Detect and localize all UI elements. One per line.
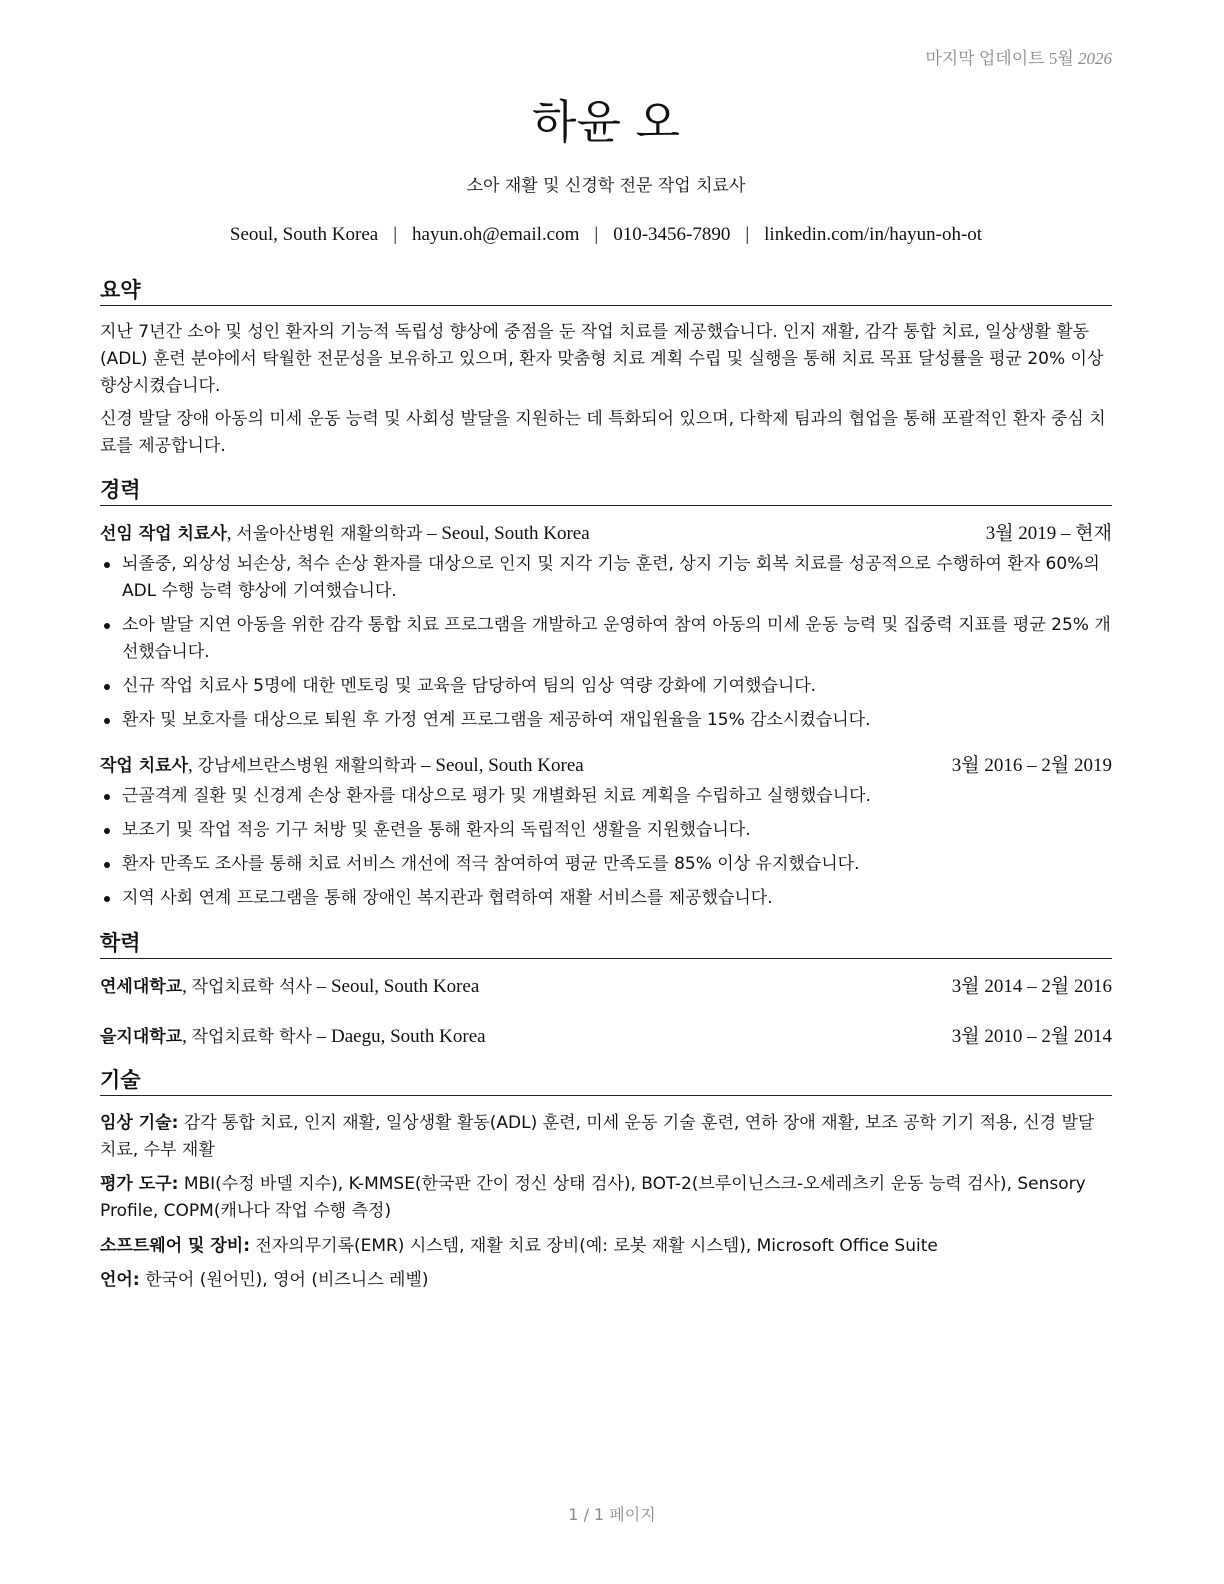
job-bullet: 신규 작업 치료사 5명에 대한 멘토링 및 교육을 담당하여 팀의 임상 역량 강화에 기여했습니다. <box>100 673 1112 700</box>
skill-row <box>100 1110 1112 1164</box>
contact-location: Seoul, South Korea <box>229 224 379 245</box>
education-dates: 3월 2014 – 2월 2016 <box>951 976 1112 997</box>
last-updated-month: 5월 <box>1048 49 1074 68</box>
job-org: 서울아산병원 재활의학과 <box>236 524 423 544</box>
job-bullet: 환자 및 보호자를 대상으로 퇴원 후 가정 연계 프로그램을 제공하여 재입원율을 15% 감소시켰습니다. <box>100 707 1112 734</box>
skill-label: 언어: <box>100 1270 140 1290</box>
job-dates: 3월 2019 – 현재 <box>985 523 1112 544</box>
education-entry: 을지대학교, 작업치료학 학사 – Daegu, South Korea 3월 2010 – 2월 2014 <box>100 1024 1112 1050</box>
job-role: 선임 작업 치료사 <box>100 524 227 544</box>
job-bullet: 소아 발달 지연 아동을 위한 감각 통합 치료 프로그램을 개발하고 운영하여 참여 아동의 미세 운동 능력 및 집중력 지표를 평균 25% 개선했습니다. <box>100 612 1112 666</box>
skill-row <box>100 1233 1112 1260</box>
education-location: Daegu, South Korea <box>330 1026 486 1047</box>
contact-separator: | <box>594 224 599 245</box>
job-bullet: 지역 사회 연계 프로그램을 통해 장애인 복지관과 협력하여 재활 서비스를 제공했습니다. <box>100 885 1112 912</box>
last-updated-year: 2026 <box>1078 49 1112 68</box>
job-bullet: 환자 만족도 조사를 통해 치료 서비스 개선에 적극 참여하여 평균 만족도를 85% 이상 유지했습니다. <box>100 851 1112 878</box>
skill-row <box>100 1267 1112 1294</box>
section-title-education: 학력 <box>100 930 1112 959</box>
summary-paragraph: 신경 발달 장애 아동의 미세 운동 능력 및 사회성 발달을 지원하는 데 특화되어 있으며, 다학제 팀과의 협업을 통해 포괄적인 환자 중심 치료를 제공합니다. <box>100 409 1106 456</box>
education-school: 을지대학교 <box>100 1027 183 1047</box>
page-number: 1 / 1 페이지 <box>568 1505 656 1524</box>
candidate-name: 하윤 오 <box>532 95 680 149</box>
job-location: Seoul, South Korea <box>435 755 584 776</box>
skill-row <box>100 1171 1112 1225</box>
skill-label: 평가 도구: <box>100 1174 179 1194</box>
last-updated <box>925 44 1112 69</box>
last-updated-label: 마지막 업데이트 <box>925 49 1045 68</box>
summary-paragraph: 지난 7년간 소아 및 성인 환자의 기능적 독립성 향상에 중점을 둔 작업 치료를 제공했습니다. 인지 재활, 감각 통합 치료, 일상생활 활동(ADL) 훈련 분야에서 탁월한 전문성을 보유하고 있으며, 환자 맞춤형 치료 계획 수립 및 실행을 통해 치료 목표 달성률을 평균 20% 이상 향상시켰습니다. <box>100 322 1104 396</box>
education-degree: 작업치료학 석사 <box>191 977 312 997</box>
section-title-skills: 기술 <box>100 1067 1112 1096</box>
skill-value: MBI(수정 바델 지수), K-MMSE(한국판 간이 정신 상태 검사), BOT-2(브루이닌스크-오세레츠키 운동 능력 검사), Sensory Profile, COPM(캐나다 작업 수행 측정) <box>100 1174 1086 1221</box>
job-bullets <box>100 551 1112 741</box>
job-bullet: 보조기 및 작업 적응 기구 처방 및 훈련을 통해 환자의 독립적인 생활을 지원했습니다. <box>100 817 1112 844</box>
job-bullet: 뇌졸중, 외상성 뇌손상, 척수 손상 환자를 대상으로 인지 및 지각 기능 훈련, 상지 기능 회복 치료를 성공적으로 수행하여 환자 60%의 ADL 수행 능력 향상에 기여했습니다. <box>100 551 1112 605</box>
contact-email-link[interactable]: hayun.oh@email.com <box>412 224 580 245</box>
education-school: 연세대학교 <box>100 977 183 997</box>
education-dates: 3월 2010 – 2월 2014 <box>951 1026 1112 1047</box>
skill-value: 한국어 (원어민), 영어 (비즈니스 레벨) <box>145 1270 429 1290</box>
section-title-experience: 경력 <box>100 477 1112 506</box>
job-role: 작업 치료사 <box>100 756 189 776</box>
contact-linkedin-link[interactable]: linkedin.com/in/hayun-oh-ot <box>764 224 983 245</box>
skill-label: 임상 기술: <box>100 1113 179 1133</box>
job-dates: 3월 2016 – 2월 2019 <box>951 755 1112 776</box>
contact-line <box>100 224 1112 246</box>
job-header: 선임 작업 치료사, 서울아산병원 재활의학과 – Seoul, South Korea 3월 2019 – 현재 <box>100 521 1112 547</box>
job-bullet: 근골격계 질환 및 신경계 손상 환자를 대상으로 평가 및 개별화된 치료 계획을 수립하고 실행했습니다. <box>100 783 1112 810</box>
job-bullets <box>100 783 1112 919</box>
skill-value: 전자의무기록(EMR) 시스템, 재활 치료 장비(예: 로봇 재활 시스템), Microsoft Office Suite <box>255 1236 938 1256</box>
contact-separator: | <box>745 224 750 245</box>
contact-phone: 010-3456-7890 <box>613 224 731 245</box>
candidate-headline: 소아 재활 및 신경학 전문 작업 치료사 <box>466 176 746 196</box>
education-entry: 연세대학교, 작업치료학 석사 – Seoul, South Korea 3월 2014 – 2월 2016 <box>100 974 1112 1000</box>
job-location: Seoul, South Korea <box>441 523 590 544</box>
skill-label: 소프트웨어 및 장비: <box>100 1236 251 1256</box>
contact-separator: | <box>393 224 398 245</box>
job-header: 작업 치료사, 강남세브란스병원 재활의학과 – Seoul, South Korea 3월 2016 – 2월 2019 <box>100 753 1112 779</box>
education-degree: 작업치료학 학사 <box>191 1027 312 1047</box>
education-location: Seoul, South Korea <box>330 976 480 997</box>
section-title-summary: 요약 <box>100 277 1112 306</box>
job-org: 강남세브란스병원 재활의학과 <box>197 756 417 776</box>
skill-value: 감각 통합 치료, 인지 재활, 일상생활 활동(ADL) 훈련, 미세 운동 기술 훈련, 연하 장애 재활, 보조 공학 기기 적용, 신경 발달 치료, 수부 재활 <box>100 1113 1095 1160</box>
